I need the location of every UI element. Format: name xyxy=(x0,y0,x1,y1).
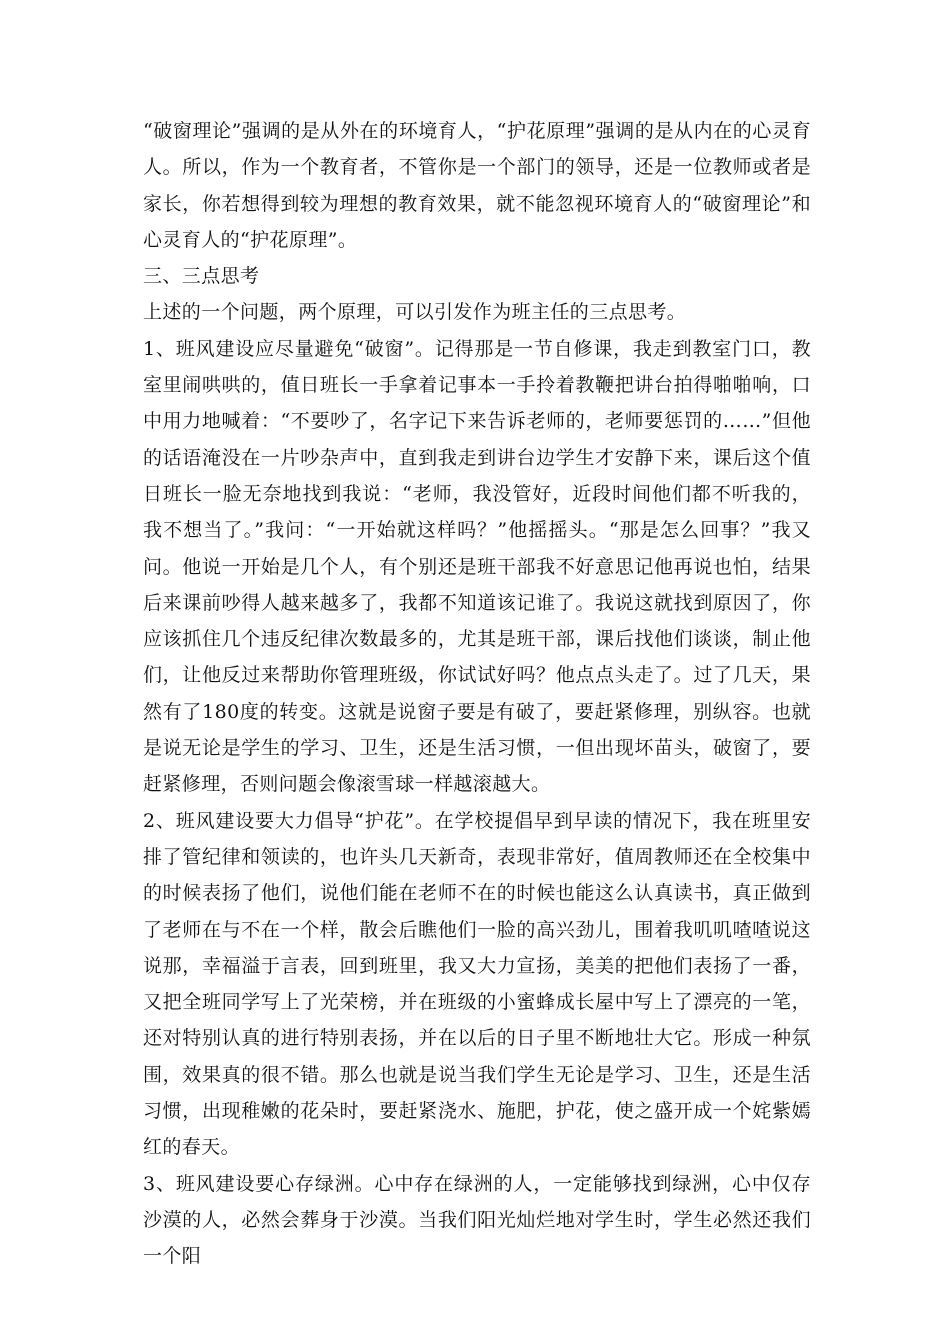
document-body xyxy=(143,113,811,1275)
paragraph-point-3: 3、班风建设要心存绿洲。心中存在绿洲的人，一定能够找到绿洲，心中仅存沙漠的人，必然会葬身于沙漠。当我们阳光灿烂地对学生时，学生必然还我们一个阳 xyxy=(143,1172,811,1268)
paragraph-point-1: 1、班风建设应尽量避免“破窗”。记得那是一节自修课，我走到教室门口，教室里闹哄哄的，值日班长一手拿着记事本一手拎着教鞭把讲台拍得啪啪响，口中用力地喊着：“不要吵了，名字记下来告诉老师的，老师要惩罚的……”但他的话语淹没在一片吵杂声中，直到我走到讲台边学生才安静下来，课后这个值日班长一脸无奈地找到我说：“老师，我没管好，近段时间他们都不听我的，我不想当了。”我问：“一开始就这样吗？”他摇摇头。“那是怎么回事？”我又问。他说一开始是几个人，有个别还是班干部我不好意思记他再说也怕，结果后来课前吵得人越来越多了，我都不知道该记谁了。我说这就找到原因了，你应该抓住几个违反纪律次数最多的，尤其是班干部，课后找他们谈谈，制止他们，让他反过来帮助你管理班级，你试试好吗？他点点头走了。过了几天，果然有了180度的转变。这就是说窗子要是有破了，要赶紧修理，别纵容。也就是说无论是学生的学习、卫生，还是生活习惯，一但出现坏苗头，破窗了，要赶紧修理，否则问题会像滚雪球一样越滚越大。 xyxy=(143,337,811,796)
section-heading-three-thoughts: 三、三点思考 xyxy=(143,265,260,288)
paragraph-point-2: 2、班风建设要大力倡导“护花”。在学校提倡早到早读的情况下，我在班里安排了管纪律和领读的，也许头几天新奇，表现非常好，值周教师还在全校集中的时候表扬了他们，说他们能在老师不在的时候也能这么认真读书，真正做到了老师在与不在一个样，散会后瞧他们一脸的高兴劲儿，围着我叽叽喳喳说这说那，幸福溢于言表，回到班里，我又大力宣扬，美美的把他们表扬了一番，又把全班同学写上了光荣榜，并在班级的小蜜蜂成长屋中写上了漂亮的一笔，还对特别认真的进行特别表扬，并在以后的日子里不断地壮大它。形成一种氛围，效果真的很不错。那么也就是说当我们学生无论是学习、卫生，还是生活习惯，出现稚嫩的花朵时，要赶紧浇水、施肥，护花，使之盛开成一个姹紫嫣红的春天。 xyxy=(143,809,811,1159)
paragraph-theory-summary: “破窗理论”强调的是从外在的环境育人，“护花原理”强调的是从内在的心灵育人。所以，作为一个教育者，不管你是一个部门的领导，还是一位教师或者是家长，你若想得到较为理想的教育效果，就不能忽视环境育人的“破窗理论”和心灵育人的“护花原理”。 xyxy=(143,120,811,251)
paragraph-intro: 上述的一个问题，两个原理，可以引发作为班主任的三点思考。 xyxy=(143,301,687,324)
